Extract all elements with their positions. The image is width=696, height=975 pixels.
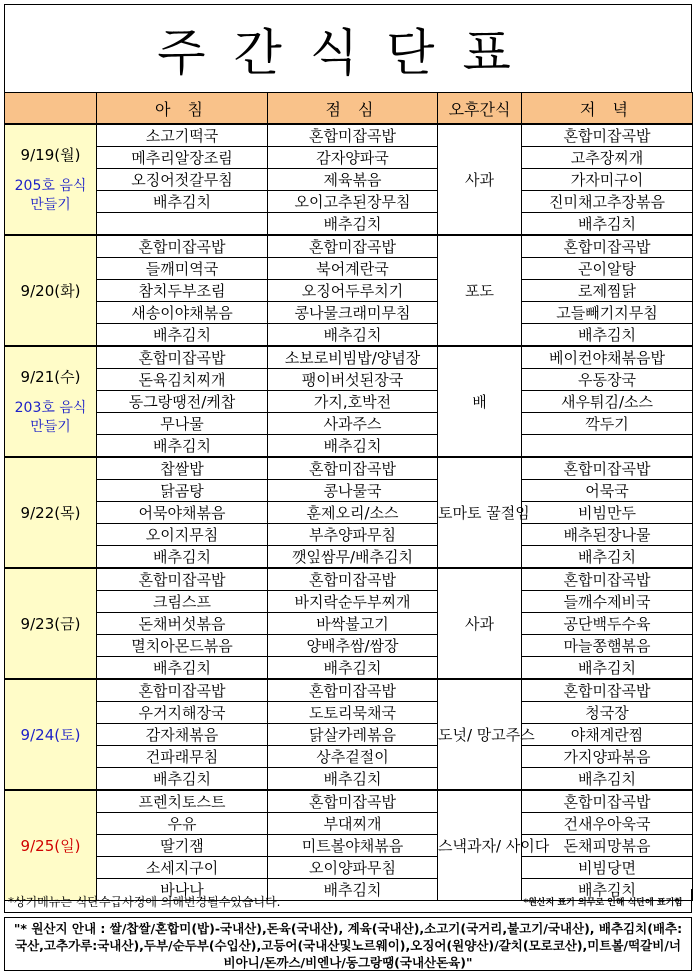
table-row	[5, 790, 693, 813]
lunch-item: 팽이버섯된장국	[268, 369, 438, 391]
breakfast-item: 혼합미잡곡밥	[97, 235, 268, 258]
lunch-item: 훈제오리/소스	[268, 502, 438, 524]
table-row	[5, 524, 693, 546]
breakfast-item: 돈채버섯볶음	[97, 613, 268, 635]
dinner-item: 깍두기	[522, 413, 693, 435]
table-row	[5, 235, 693, 258]
dinner-item: 야채계란찜	[522, 724, 693, 746]
table-row	[5, 480, 693, 502]
breakfast-item: 멸치아몬드볶음	[97, 635, 268, 657]
dinner-item: 배추김치	[522, 324, 693, 347]
snack-cell: 사과	[438, 568, 522, 679]
breakfast-item: 소세지구이	[97, 857, 268, 879]
breakfast-item: 배추김치	[97, 657, 268, 680]
lunch-item: 배추김치	[268, 657, 438, 680]
dinner-item: 공단백두수육	[522, 613, 693, 635]
day-date: 9/21(수)	[20, 367, 81, 386]
breakfast-item: 혼합미잡곡밥	[97, 679, 268, 702]
table-row	[5, 147, 693, 169]
breakfast-item: 배추김치	[97, 546, 268, 569]
breakfast-item: 배추김치	[97, 324, 268, 347]
page-title: 주간식단표	[4, 4, 692, 92]
dinner-item: 어묵국	[522, 480, 693, 502]
breakfast-item: 참치두부조림	[97, 280, 268, 302]
table-row	[5, 635, 693, 657]
day-date: 9/25(일)	[20, 836, 81, 855]
dinner-item: 로제찜닭	[522, 280, 693, 302]
breakfast-item: 혼합미잡곡밥	[97, 346, 268, 369]
table-row	[5, 591, 693, 613]
day-date: 9/19(월)	[20, 145, 81, 164]
day-cell	[5, 457, 97, 568]
snack-cell: 포도	[438, 235, 522, 346]
table-row	[5, 191, 693, 213]
header-dinner: 저 녁	[522, 93, 693, 125]
dinner-item: 혼합미잡곡밥	[522, 235, 693, 258]
lunch-item: 사과주스	[268, 413, 438, 435]
lunch-item: 제육볶음	[268, 169, 438, 191]
day-date: 9/20(화)	[20, 281, 81, 300]
lunch-item: 오징어두루치기	[268, 280, 438, 302]
snack-cell: 사과	[438, 124, 522, 235]
dinner-item: 혼합미잡곡밥	[522, 568, 693, 591]
lunch-item: 혼합미잡곡밥	[268, 457, 438, 480]
lunch-item: 혼합미잡곡밥	[268, 235, 438, 258]
dinner-item: 비빔당면	[522, 857, 693, 879]
lunch-item: 배추김치	[268, 879, 438, 901]
breakfast-item: 닭곰탕	[97, 480, 268, 502]
lunch-item: 혼합미잡곡밥	[268, 790, 438, 813]
lunch-item: 혼합미잡곡밥	[268, 124, 438, 147]
dinner-item: 건새우아욱국	[522, 813, 693, 835]
breakfast-item: 프렌치토스트	[97, 790, 268, 813]
lunch-item: 감자양파국	[268, 147, 438, 169]
breakfast-item: 오징어젓갈무침	[97, 169, 268, 191]
dinner-item: 배추김치	[522, 879, 693, 901]
table-row	[5, 169, 693, 191]
dinner-item: 배추김치	[522, 768, 693, 791]
lunch-item: 배추김치	[268, 213, 438, 236]
breakfast-item: 새송이야채볶음	[97, 302, 268, 324]
dinner-item: 혼합미잡곡밥	[522, 679, 693, 702]
day-cell	[5, 235, 97, 346]
breakfast-item: 무나물	[97, 413, 268, 435]
snack-cell: 도넛/ 망고주스	[438, 679, 522, 790]
table-row	[5, 391, 693, 413]
breakfast-item: 크림스프	[97, 591, 268, 613]
table-row	[5, 124, 693, 147]
day-date: 9/22(목)	[20, 503, 81, 522]
lunch-item: 혼합미잡곡밥	[268, 679, 438, 702]
table-row	[5, 324, 693, 347]
lunch-item: 부추양파무침	[268, 524, 438, 546]
day-date: 9/24(토)	[20, 725, 81, 744]
breakfast-item: 돈육김치찌개	[97, 369, 268, 391]
header-snack: 오후간식	[438, 93, 522, 125]
lunch-item: 바지락순두부찌개	[268, 591, 438, 613]
day-cell	[5, 568, 97, 679]
dinner-item: 우동장국	[522, 369, 693, 391]
dinner-item: 가자미구이	[522, 169, 693, 191]
dinner-item: 베이컨야채볶음밥	[522, 346, 693, 369]
dinner-item: 새우튀김/소스	[522, 391, 693, 413]
breakfast-item: 딸기잼	[97, 835, 268, 857]
snack-cell: 배	[438, 346, 522, 457]
day-cell	[5, 124, 97, 235]
dinner-item: 배추김치	[522, 657, 693, 680]
dinner-item: 고추장찌개	[522, 147, 693, 169]
table-row	[5, 457, 693, 480]
table-row	[5, 746, 693, 768]
menu-body	[5, 124, 693, 901]
table-row	[5, 679, 693, 702]
lunch-item: 오이고추된장무침	[268, 191, 438, 213]
table-row	[5, 768, 693, 791]
breakfast-item: 배추김치	[97, 435, 268, 458]
dinner-item: 혼합미잡곡밥	[522, 124, 693, 147]
dinner-item: 가지양파볶음	[522, 746, 693, 768]
breakfast-item: 우거지해장국	[97, 702, 268, 724]
table-row	[5, 213, 693, 236]
breakfast-item: 혼합미잡곡밥	[97, 568, 268, 591]
day-cell	[5, 679, 97, 790]
weekly-menu-table	[4, 92, 693, 901]
table-row	[5, 413, 693, 435]
change-notice: *상기메뉴는 식단수급사정에 의해변경될수있습니다.	[8, 895, 281, 909]
table-row	[5, 724, 693, 746]
day-activity: 203호 음식만들기	[14, 399, 87, 435]
table-row	[5, 702, 693, 724]
lunch-item: 가지,호박전	[268, 391, 438, 413]
table-row	[5, 369, 693, 391]
table-row	[5, 613, 693, 635]
table-row	[5, 857, 693, 879]
breakfast-item: 소고기떡국	[97, 124, 268, 147]
origin-info: "* 원산지 안내 : 쌀/찹쌀/혼합미(밥)-국내산),돈육(국내산), 계육(국내산),소고기(국거리,불고기/국내산), 배추김치(배추:국산,고추가루:국내산),두부/순두부(수입산),고등어(국내산및노르웨이),오징어(원양산)/갈치(모로코산),미트볼/떡갈비/너비아니/돈까스/비엔나/동그랑땡(국내산돈육)"	[4, 917, 692, 971]
lunch-item: 배추김치	[268, 324, 438, 347]
lunch-item: 미트볼야채볶음	[268, 835, 438, 857]
dinner-item: 배추김치	[522, 213, 693, 236]
dinner-item: 마늘쫑햄볶음	[522, 635, 693, 657]
dinner-item: 혼합미잡곡밥	[522, 790, 693, 813]
breakfast-item: 감자채볶음	[97, 724, 268, 746]
lunch-item: 콩나물크래미무침	[268, 302, 438, 324]
lunch-item: 오이양파무침	[268, 857, 438, 879]
breakfast-item: 배추김치	[97, 191, 268, 213]
breakfast-item: 우유	[97, 813, 268, 835]
dinner-item: 들깨수제비국	[522, 591, 693, 613]
table-row	[5, 346, 693, 369]
breakfast-item: 메추리알장조림	[97, 147, 268, 169]
origin-notice: *원산지 표기 의무로 인해 식단에 표기함	[523, 898, 683, 908]
day-activity: 205호 음식만들기	[14, 177, 87, 213]
breakfast-item	[97, 213, 268, 236]
header-breakfast: 아 침	[97, 93, 268, 125]
dinner-item: 배추김치	[522, 546, 693, 569]
lunch-item: 양배추쌈/쌈장	[268, 635, 438, 657]
table-row	[5, 435, 693, 458]
table-row	[5, 258, 693, 280]
table-row	[5, 546, 693, 569]
header-lunch: 점 심	[268, 93, 438, 125]
breakfast-item: 오이지무침	[97, 524, 268, 546]
dinner-item: 고들빼기지무침	[522, 302, 693, 324]
lunch-item: 닭살카레볶음	[268, 724, 438, 746]
table-row	[5, 657, 693, 680]
dinner-item: 진미채고추장볶음	[522, 191, 693, 213]
breakfast-item: 건파래무침	[97, 746, 268, 768]
breakfast-item: 찹쌀밥	[97, 457, 268, 480]
table-row	[5, 568, 693, 591]
table-row	[5, 280, 693, 302]
lunch-item: 북어계란국	[268, 258, 438, 280]
lunch-item: 배추김치	[268, 435, 438, 458]
snack-cell: 토마토 꿀절임	[438, 457, 522, 568]
day-date: 9/23(금)	[20, 614, 81, 633]
lunch-item: 콩나물국	[268, 480, 438, 502]
dinner-item	[522, 435, 693, 458]
day-cell	[5, 346, 97, 457]
lunch-item: 배추김치	[268, 768, 438, 791]
lunch-item: 상추겉절이	[268, 746, 438, 768]
breakfast-item: 배추김치	[97, 768, 268, 791]
lunch-item: 도토리묵채국	[268, 702, 438, 724]
dinner-item: 돈채피망볶음	[522, 835, 693, 857]
table-row	[5, 302, 693, 324]
dinner-item: 비빔만두	[522, 502, 693, 524]
table-row	[5, 813, 693, 835]
dinner-item: 곤이알탕	[522, 258, 693, 280]
lunch-item: 혼합미잡곡밥	[268, 568, 438, 591]
snack-cell: 스낵과자/ 사이다	[438, 790, 522, 901]
lunch-item: 바싹불고기	[268, 613, 438, 635]
dinner-item: 배추된장나물	[522, 524, 693, 546]
corner-cell	[5, 93, 97, 125]
breakfast-item: 들깨미역국	[97, 258, 268, 280]
lunch-item: 소보로비빔밥/양념장	[268, 346, 438, 369]
breakfast-item: 동그랑땡전/케찹	[97, 391, 268, 413]
header-row	[5, 93, 693, 125]
breakfast-item: 어묵야채볶음	[97, 502, 268, 524]
lunch-item: 깻잎쌈무/배추김치	[268, 546, 438, 569]
dinner-item: 청국장	[522, 702, 693, 724]
dinner-item: 혼합미잡곡밥	[522, 457, 693, 480]
breakfast-item: 바나나	[97, 879, 268, 901]
day-cell	[5, 790, 97, 901]
notes-bar	[4, 889, 692, 913]
lunch-item: 부대찌개	[268, 813, 438, 835]
table-row	[5, 835, 693, 857]
table-row	[5, 502, 693, 524]
